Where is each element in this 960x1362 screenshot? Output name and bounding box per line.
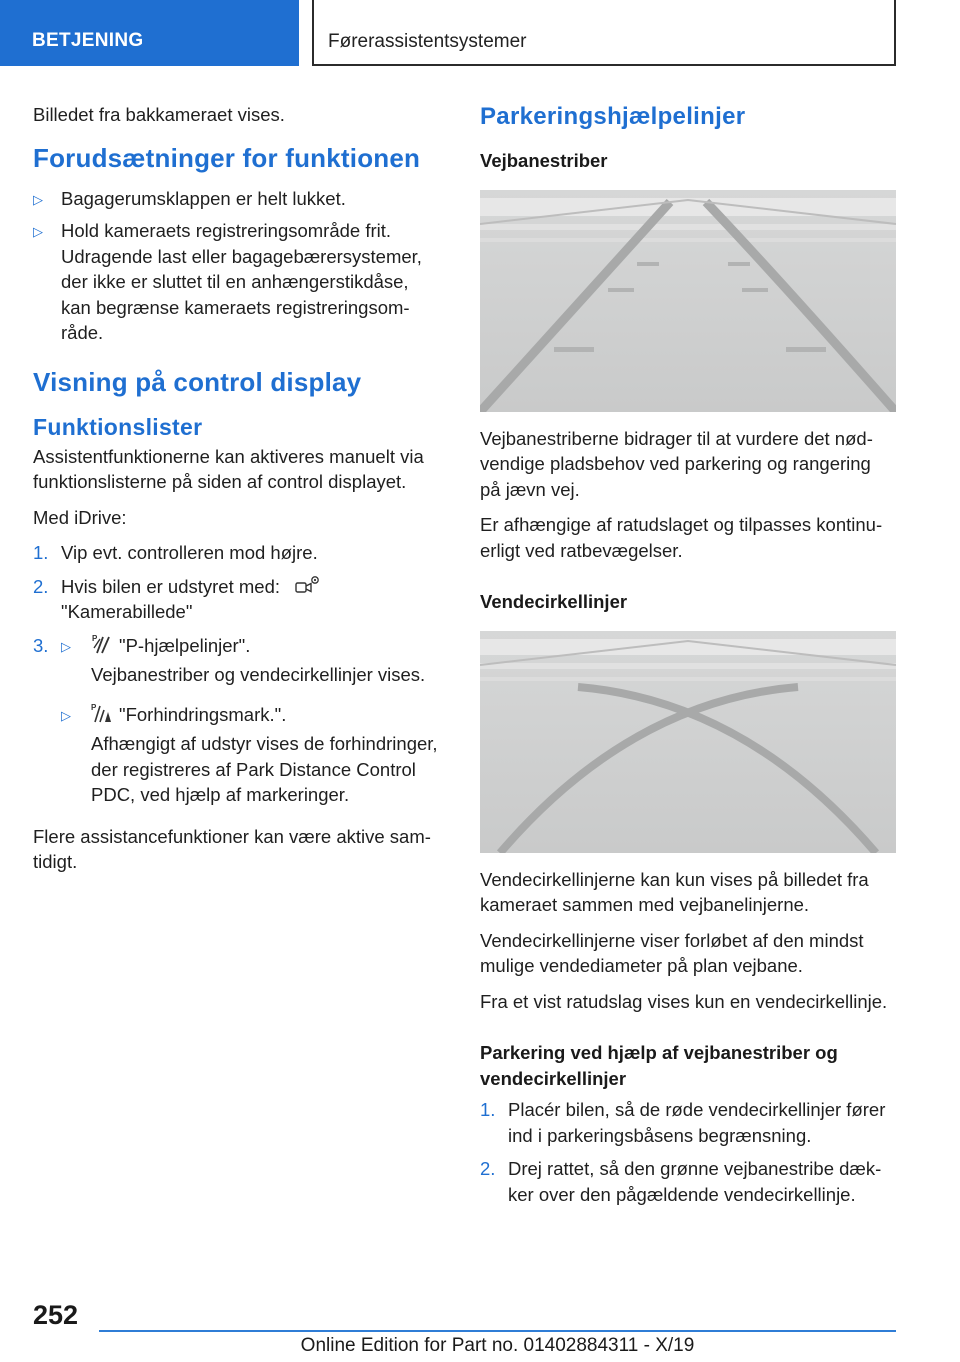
intro-text: Billedet fra bakkameraet vises.: [33, 104, 285, 125]
triangle-right-icon: ▷: [61, 638, 71, 654]
heading-function-lists: Funktionslister: [33, 413, 203, 440]
heading-control-display: Visning på control display: [33, 366, 362, 397]
heading-parking-procedure: Parkering ved hjælp af vejbanestriber og vendecirkellinjer: [480, 1042, 838, 1089]
section-tab: [0, 0, 299, 66]
sub-item-label: "P-hjælpelinjer".: [119, 634, 251, 656]
list-item-text: Bagagerumsklappen er helt lukket.: [61, 187, 346, 209]
triangle-right-icon: ▷: [33, 224, 43, 239]
heading-parking-lines: Parkeringshjælpelinjer: [480, 103, 746, 130]
step-text: Vip evt. controlleren mod højre.: [61, 542, 318, 563]
sub-item-parking-lines: [61, 633, 443, 696]
step-number: 3.: [33, 634, 49, 656]
list-item: [33, 218, 443, 346]
function-lists-text: Assistentfunktionerne kan aktiveres manuelt via funktionslisterne på siden af control displayet.: [33, 445, 424, 492]
camera-settings-icon: [293, 574, 321, 596]
step-number: 1.: [33, 542, 49, 563]
lane-lines-text-2: Er afhængige af ratudslaget og tilpasses kontinuerligt ved ratbevægelser.: [480, 514, 883, 561]
sub-item-obstacle-marking: [61, 702, 443, 816]
step-text: Placér bilen, så de røde vendecirkellinjer fører ind i parkeringsbåsens begrænsning.: [508, 1099, 886, 1146]
left-column: [33, 102, 443, 885]
step-number: 2.: [33, 575, 49, 597]
step-item: [480, 1156, 896, 1207]
turning-lines-text-1: Vendecirkellinjerne kan kun vises på billedet fra kameraet sammen med vejbanelinjerne.: [480, 868, 869, 915]
step-item: [33, 633, 443, 822]
list-item: [33, 186, 443, 213]
sub-item-label: "Forhindringsmark.".: [119, 703, 287, 725]
right-column: [480, 102, 896, 1215]
triangle-right-icon: ▷: [33, 191, 43, 207]
lane-lines-image: [480, 190, 896, 412]
chapter-header: [312, 0, 896, 66]
parking-lines-icon: [91, 633, 113, 655]
step-text: Hvis bilen er udstyret med:: [61, 575, 281, 597]
sub-item-desc: Vejbanestriber og vendecirkellinjer vises.: [91, 664, 426, 685]
heading-lane-lines: Vejbanestriber: [480, 150, 608, 171]
lane-lines-text-1: Vejbanestriberne bidrager til at vurdere det nødvendige pladsbehov ved parkering og rangering på jævn vej.: [480, 427, 873, 500]
page-number: 252: [33, 1300, 79, 1330]
footer-edition: Online Edition for Part no. 01402884311 - X/19: [300, 1335, 695, 1356]
svg-text:P: P: [91, 702, 97, 712]
step-text-camera-image: "Kamerabillede": [61, 601, 193, 622]
step-number: 1.: [480, 1099, 496, 1120]
turning-lines-text-3: Fra et vist ratudslag vises kun en vendecirkellinje.: [480, 990, 888, 1012]
outro-text: Flere assistancefunktioner kan være aktive samtidigt.: [33, 825, 431, 872]
idrive-text: Med iDrive:: [33, 506, 127, 528]
sub-item-desc: Afhængigt af udstyr vises de forhindringer, der registreres af Park Distance Control PDC, ved hjælp af markeringer.: [91, 733, 438, 805]
chapter-title: Førerassistentsystemer: [328, 31, 527, 52]
step-number: 2.: [480, 1158, 496, 1179]
step-item: [33, 540, 443, 566]
step-text: Drej rattet, så den grønne vejbanestribe dækker over den pågældende vendecirkellinje.: [508, 1158, 882, 1205]
turning-lines-image: [480, 631, 896, 853]
obstacle-marking-icon: [91, 702, 113, 724]
triangle-right-icon: ▷: [61, 707, 71, 723]
section-title: BETJENING: [32, 30, 144, 51]
step-item: [480, 1097, 896, 1148]
footer-divider: [99, 1330, 896, 1332]
list-item-text: Hold kameraets registreringsområde frit. Udragende last eller bagagebærersystemer, der ikke er sluttet til en anhængerstikdåse, kan begrænse kameraets registreringsområde.: [61, 220, 422, 343]
svg-text:P: P: [92, 633, 98, 643]
turning-lines-text-2: Vendecirkellinjerne viser forløbet af den mindst mulige vendediameter på plan vejbane.: [480, 929, 864, 976]
heading-prerequisites: Forudsætninger for funktionen: [33, 142, 421, 173]
step-item: [33, 574, 443, 625]
heading-turning-lines: Vendecirkellinjer: [480, 591, 628, 612]
